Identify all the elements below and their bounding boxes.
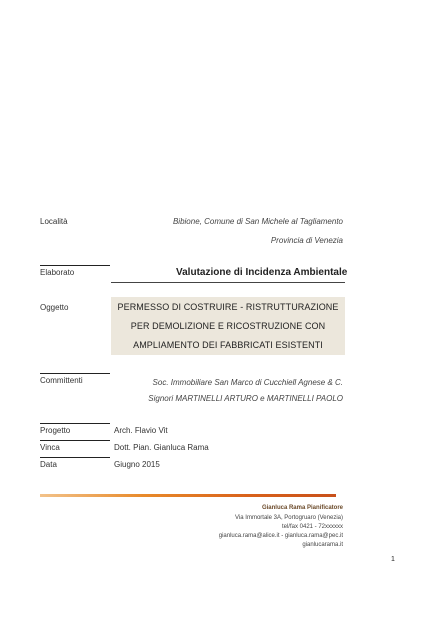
footer-brand: Gianluca Rama Pianificatore [261, 505, 343, 511]
subject-line: PERMESSO DI COSTRUIRE - RISTRUTTURAZIONE [117, 302, 339, 312]
page-number: 1 [391, 556, 395, 563]
designer-label: Progetto [40, 426, 71, 435]
subject-line: PER DEMOLIZIONE E RICOSTRUZIONE CON [130, 321, 326, 331]
clients-line2: Signori MARTINELLI ARTURO e MARTINELLI PAOLO [148, 394, 343, 403]
footer-site: gianlucarama.it [302, 542, 343, 548]
document-label: Elaborato [40, 268, 75, 277]
vinca-label-rule [40, 440, 110, 441]
location-line2: Provincia di Venezia [270, 236, 343, 245]
footer-divider [40, 494, 336, 497]
vinca-label: Vinca [40, 443, 60, 452]
footer-phone: tel/fax 0421 - 72xxxxxx [281, 524, 343, 530]
location-label: Località [40, 217, 68, 226]
subject-box [111, 297, 345, 355]
designer-label-rule [40, 423, 110, 424]
date-label-rule [40, 457, 110, 458]
footer-address: Via Immortale 3A, Portogruaro (Venezia) [235, 515, 343, 521]
designer-value: Arch. Flavio Vit [114, 426, 168, 435]
clients-label-rule [40, 373, 110, 374]
subject-line: AMPLIAMENTO DEI FABBRICATI ESISTENTI [133, 340, 323, 350]
date-label: Data [40, 460, 57, 469]
date-value: Giugno 2015 [114, 460, 160, 469]
document-title-rule [111, 282, 345, 283]
document-label-rule [40, 265, 110, 266]
footer-email: gianluca.rama@alice.it - gianluca.rama@pec.it [218, 533, 343, 539]
clients-label: Committenti [40, 376, 83, 385]
location-line1: Bibione, Comune di San Michele al Tagliamento [172, 217, 343, 226]
document-title: Valutazione di Incidenza Ambientale [176, 267, 348, 278]
subject-label: Oggetto [40, 303, 69, 312]
clients-line1: Soc. Immobiliare San Marco di Cucchiell Agnese & C. [152, 378, 343, 387]
vinca-value: Dott. Pian. Gianluca Rama [114, 443, 209, 452]
